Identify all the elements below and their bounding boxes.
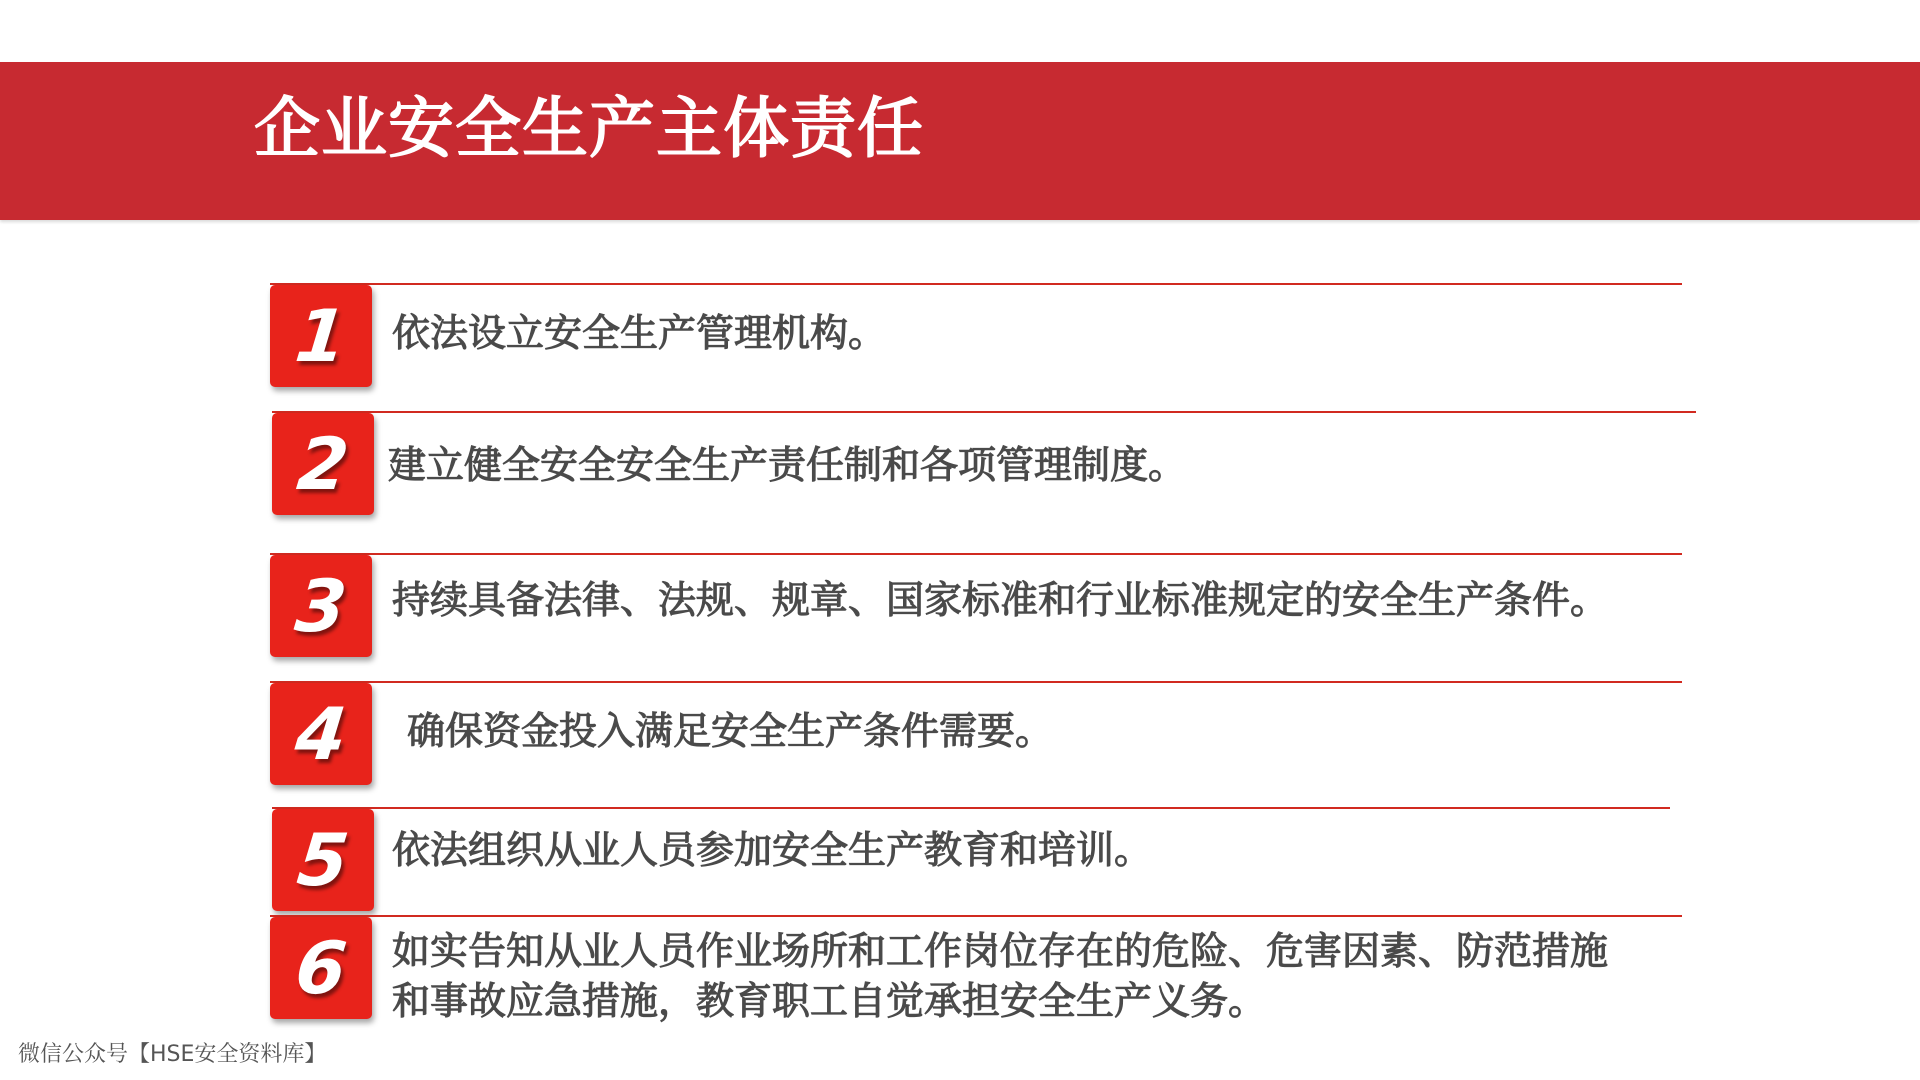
item-number: 3 [291, 564, 351, 648]
item-divider [272, 411, 1696, 413]
item-number: 2 [293, 422, 353, 506]
number-badge [270, 285, 372, 387]
item-text: 建立健全安全安全生产责任制和各项管理制度。 [388, 443, 1187, 487]
number-badge [272, 413, 374, 515]
item-divider [270, 553, 1682, 555]
item-text-line-1: 如实告知从业人员作业场所和工作岗位存在的危险、危害因素、防范措施 [392, 929, 1609, 973]
item-number: 6 [291, 926, 351, 1010]
number-badge [270, 683, 372, 785]
item-text: 依法组织从业人员参加安全生产教育和培训。 [392, 828, 1153, 872]
item-text: 依法设立安全生产管理机构。 [392, 311, 887, 355]
item-divider [272, 807, 1670, 809]
number-badge [270, 917, 372, 1019]
item-divider [270, 915, 1682, 917]
item-number: 1 [291, 294, 351, 378]
item-number: 5 [293, 818, 353, 902]
item-divider [270, 283, 1682, 285]
number-badge [270, 555, 372, 657]
page-title: 企业安全生产主体责任 [254, 90, 924, 167]
title-banner [0, 62, 1920, 220]
number-badge [272, 809, 374, 911]
item-text: 持续具备法律、法规、规章、国家标准和行业标准规定的安全生产条件。 [392, 578, 1609, 622]
item-text: 确保资金投入满足安全生产条件需要。 [407, 709, 1054, 753]
item-divider [270, 681, 1682, 683]
footer-watermark: 微信公众号【HSE安全资料库】 [18, 1042, 327, 1067]
item-text-line-2: 和事故应急措施，教育职工自觉承担安全生产义务。 [392, 979, 1267, 1023]
item-number: 4 [291, 692, 351, 776]
